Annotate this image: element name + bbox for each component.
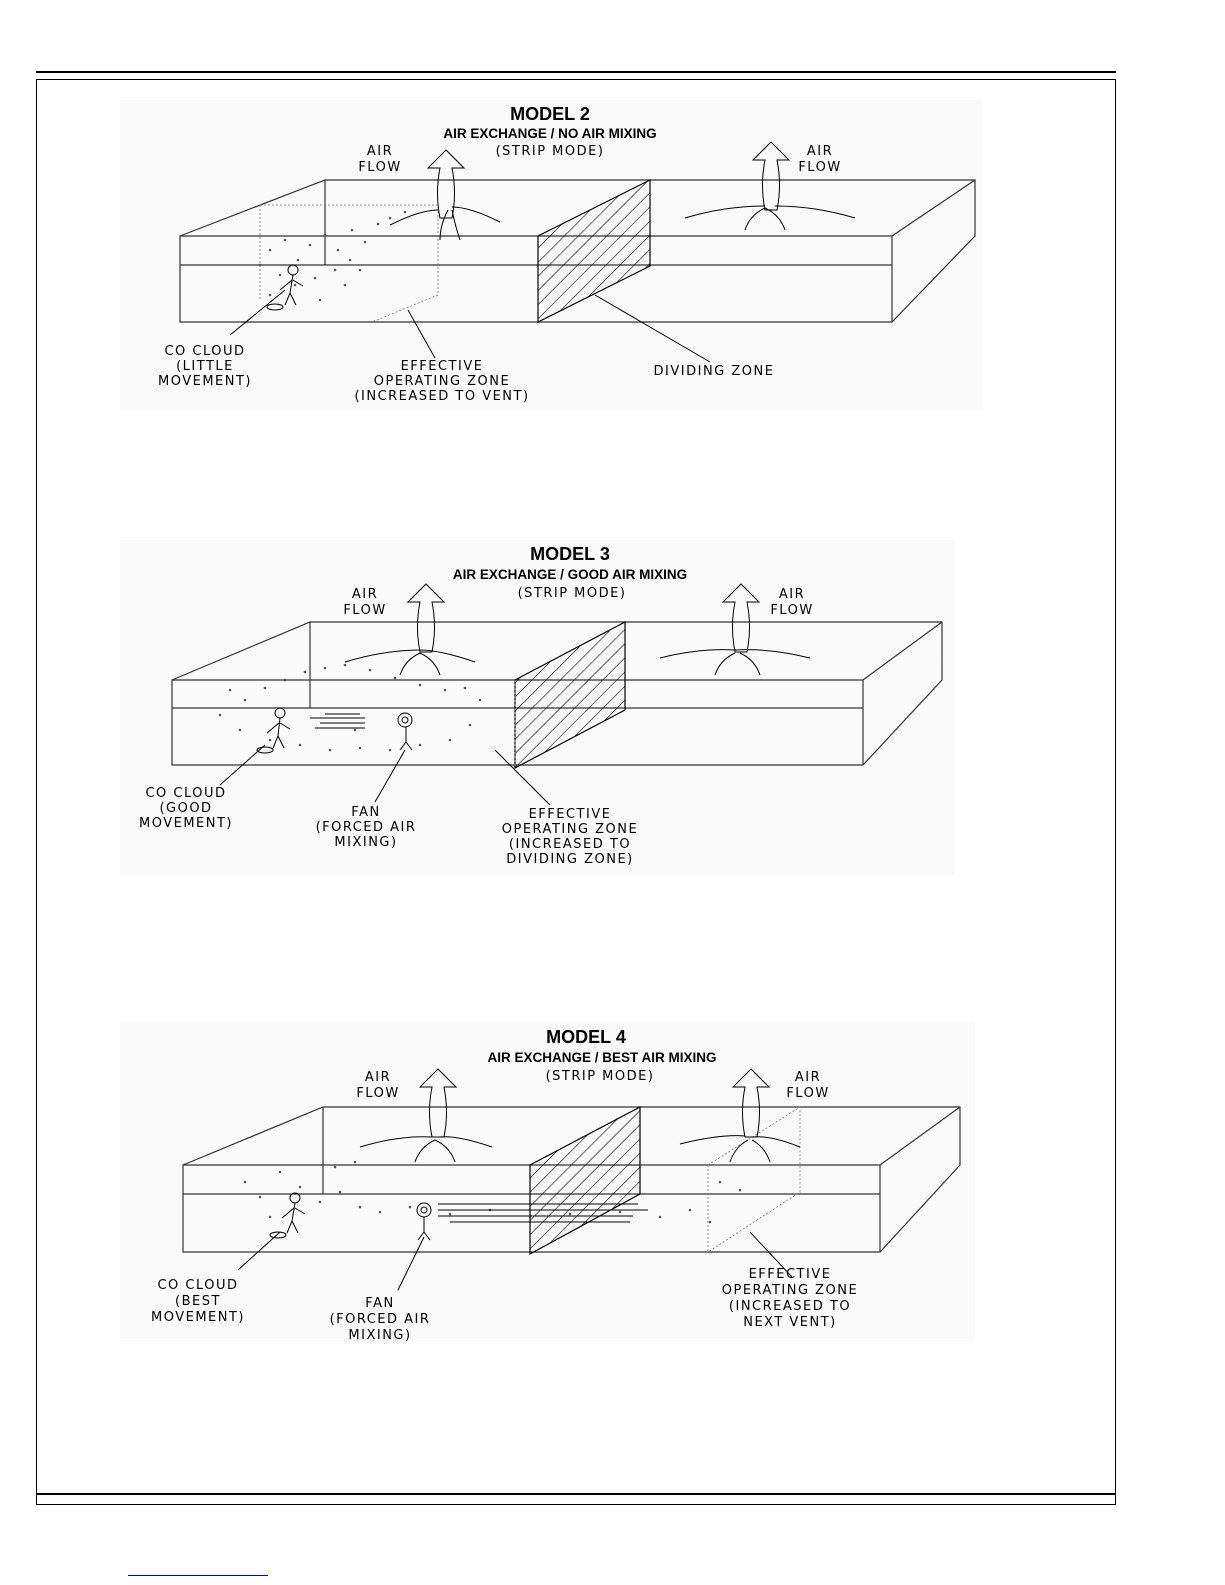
model-4-diagram <box>120 1022 975 1342</box>
dividing-zone-wall <box>515 622 625 768</box>
fan-line2: (FORCED AIR <box>329 1312 431 1327</box>
co-cloud-line3: MOVEMENT) <box>139 816 233 831</box>
fan-leader <box>375 750 405 802</box>
dividing-zone-label: DIVIDING ZONE <box>653 364 775 379</box>
vent-right <box>680 1069 800 1162</box>
person-with-detector-icon <box>267 265 303 310</box>
footer-rule <box>36 1493 1116 1495</box>
model-3-diagram <box>120 540 955 875</box>
co-cloud-line2: (BEST <box>175 1294 221 1309</box>
zone-line1: EFFECTIVE <box>748 1267 832 1282</box>
operating-zone-outline <box>260 205 438 322</box>
model-title: MODEL 2 <box>510 104 590 124</box>
co-cloud-leader <box>230 290 285 335</box>
co-cloud <box>244 1161 742 1224</box>
fan-line3: MIXING) <box>334 835 398 850</box>
airflow-right-line2: FLOW <box>786 1086 830 1101</box>
airflow-right-line1: AIR <box>778 587 806 602</box>
model-subtitle: AIR EXCHANGE / BEST AIR MIXING <box>487 1050 717 1065</box>
airflow-right-line2: FLOW <box>770 603 814 618</box>
footer-link-underline[interactable] <box>128 1575 268 1576</box>
airflow-left-line1: AIR <box>364 1070 392 1085</box>
airflow-left-line2: FLOW <box>358 160 402 175</box>
fan-line1: FAN <box>365 1296 395 1311</box>
model-2-panel <box>120 100 982 410</box>
airflow-right-line2: FLOW <box>798 160 842 175</box>
model-subtitle: AIR EXCHANGE / NO AIR MIXING <box>443 126 657 141</box>
model-3-panel <box>120 540 955 875</box>
airflow-left-line2: FLOW <box>356 1086 400 1101</box>
dividing-zone-wall <box>538 180 650 322</box>
co-cloud-line3: MOVEMENT) <box>158 374 252 389</box>
co-cloud-leader <box>238 1232 280 1270</box>
zone-leader <box>408 310 435 358</box>
zone-line1: EFFECTIVE <box>400 359 484 374</box>
model-2-diagram <box>120 100 982 410</box>
co-cloud-line1: CO CLOUD <box>157 1278 239 1293</box>
zone-line4: DIVIDING ZONE) <box>506 852 634 867</box>
dividing-leader <box>595 295 710 362</box>
zone-line3: (INCREASED TO <box>508 837 632 852</box>
person-with-detector-icon <box>270 1193 305 1238</box>
airflow-left-line1: AIR <box>366 144 394 159</box>
model-title: MODEL 3 <box>530 544 610 564</box>
airflow-left-line2: FLOW <box>343 603 387 618</box>
mode-label: (STRIP MODE) <box>517 586 627 601</box>
header-rule <box>36 71 1116 73</box>
fan-icon <box>310 713 412 750</box>
zone-line4: NEXT VENT) <box>743 1315 837 1330</box>
zone-line2: OPERATING ZONE <box>501 822 639 837</box>
co-cloud-line2: (LITTLE <box>176 359 234 374</box>
airflow-left-line1: AIR <box>351 587 379 602</box>
airflow-right-line1: AIR <box>794 1070 822 1085</box>
model-title: MODEL 4 <box>546 1027 626 1047</box>
co-cloud-line2: (GOOD <box>159 801 213 816</box>
co-cloud-line3: MOVEMENT) <box>151 1310 245 1325</box>
co-cloud-line1: CO CLOUD <box>164 344 246 359</box>
airflow-right-line1: AIR <box>806 144 834 159</box>
zone-line3: (INCREASED TO <box>728 1299 852 1314</box>
zone-line3: (INCREASED TO VENT) <box>354 389 530 404</box>
zone-line1: EFFECTIVE <box>528 807 612 822</box>
mode-label: (STRIP MODE) <box>495 144 605 159</box>
model-4-panel <box>120 1022 975 1342</box>
fan-leader <box>398 1237 424 1290</box>
co-cloud <box>259 211 407 302</box>
fan-line1: FAN <box>351 805 381 820</box>
model-subtitle: AIR EXCHANGE / GOOD AIR MIXING <box>452 567 688 582</box>
fan-line2: (FORCED AIR <box>315 820 417 835</box>
co-cloud-line1: CO CLOUD <box>145 786 227 801</box>
dividing-zone-wall <box>530 1107 640 1254</box>
mode-label: (STRIP MODE) <box>545 1069 655 1084</box>
fan-line3: MIXING) <box>348 1328 412 1342</box>
zone-line2: OPERATING ZONE <box>721 1283 859 1298</box>
operating-zone-outline <box>708 1107 800 1252</box>
vent-left <box>390 150 500 240</box>
zone-line2: OPERATING ZONE <box>373 374 511 389</box>
person-with-detector-icon <box>257 708 290 753</box>
